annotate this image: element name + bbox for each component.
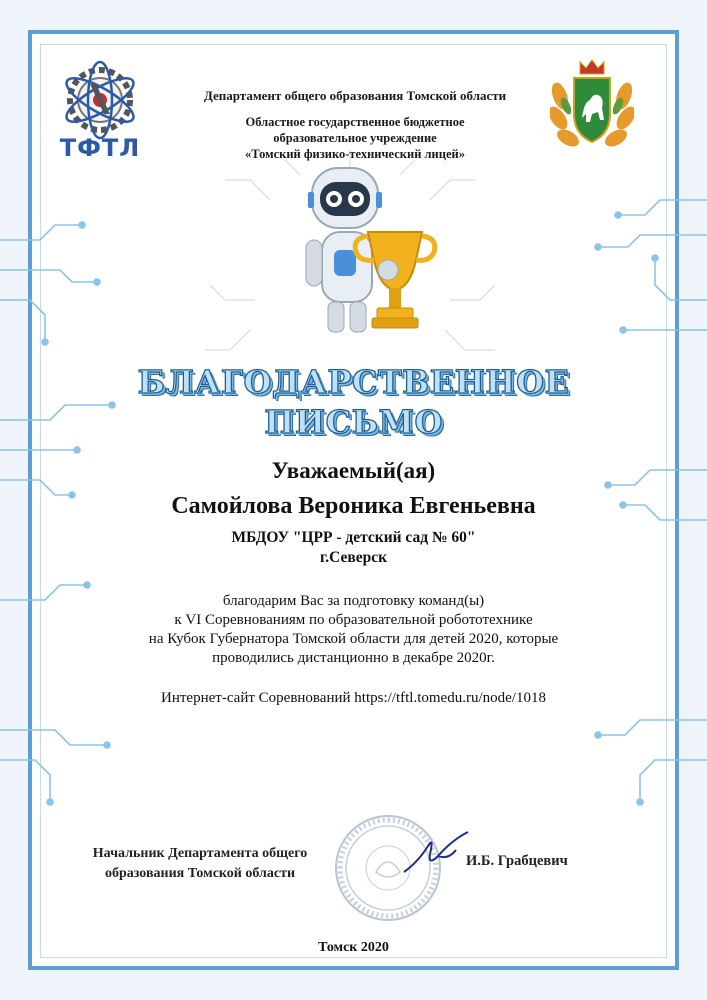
recipient-organization: МБДОУ "ЦРР - детский сад № 60" (231, 529, 476, 546)
competition-website: Интернет-сайт Соревнований https://tftl.tomedu.ru/node/1018 (161, 690, 546, 706)
logo-text: ТФТЛ (59, 134, 141, 162)
certificate-title-line-2: ПИСЬМО (264, 403, 443, 441)
recipient-city: г.Северск (319, 549, 388, 566)
recipient-name: Самойлова Вероника Евгеньевна (171, 493, 536, 519)
signer-name: И.Б. Грабцевич (466, 853, 568, 869)
robot-icon (250, 160, 450, 350)
organization-line-3: «Томский физико-технический лицей» (245, 147, 465, 161)
organization-line-1: Областное государственное бюджетное (245, 115, 465, 129)
body-text-line-2: к VI Соревнованиям по образовательной робототехнике (174, 612, 533, 628)
place-and-year: Томск 2020 (318, 940, 389, 955)
body-text-line-1: благодарим Вас за подготовку команд(ы) (222, 593, 485, 609)
department-name: Департамент общего образования Томской области (203, 88, 507, 103)
signature-icon (398, 826, 478, 878)
coat-of-arms-icon (550, 56, 634, 152)
certificate-title-line-1: БЛАГОДАРСТВЕННОЕ (137, 363, 570, 401)
salutation: Уважаемый(ая) (271, 458, 436, 483)
body-text-line-4: проводились дистанционно в декабре 2020г. (212, 650, 495, 666)
body-text-line-3: на Кубок Губернатора Томской области для детей 2020, которые (148, 631, 559, 647)
tftl-logo (52, 48, 148, 168)
organization-line-2: образовательное учреждение (273, 131, 437, 145)
handwritten-signature (398, 826, 478, 878)
robot-trophy-illustration (250, 160, 450, 350)
signer-position-line-2: образования Томской области (104, 866, 296, 881)
signer-position-line-1: Начальник Департамента общего (92, 846, 308, 861)
tomsk-region-emblem (550, 56, 634, 152)
